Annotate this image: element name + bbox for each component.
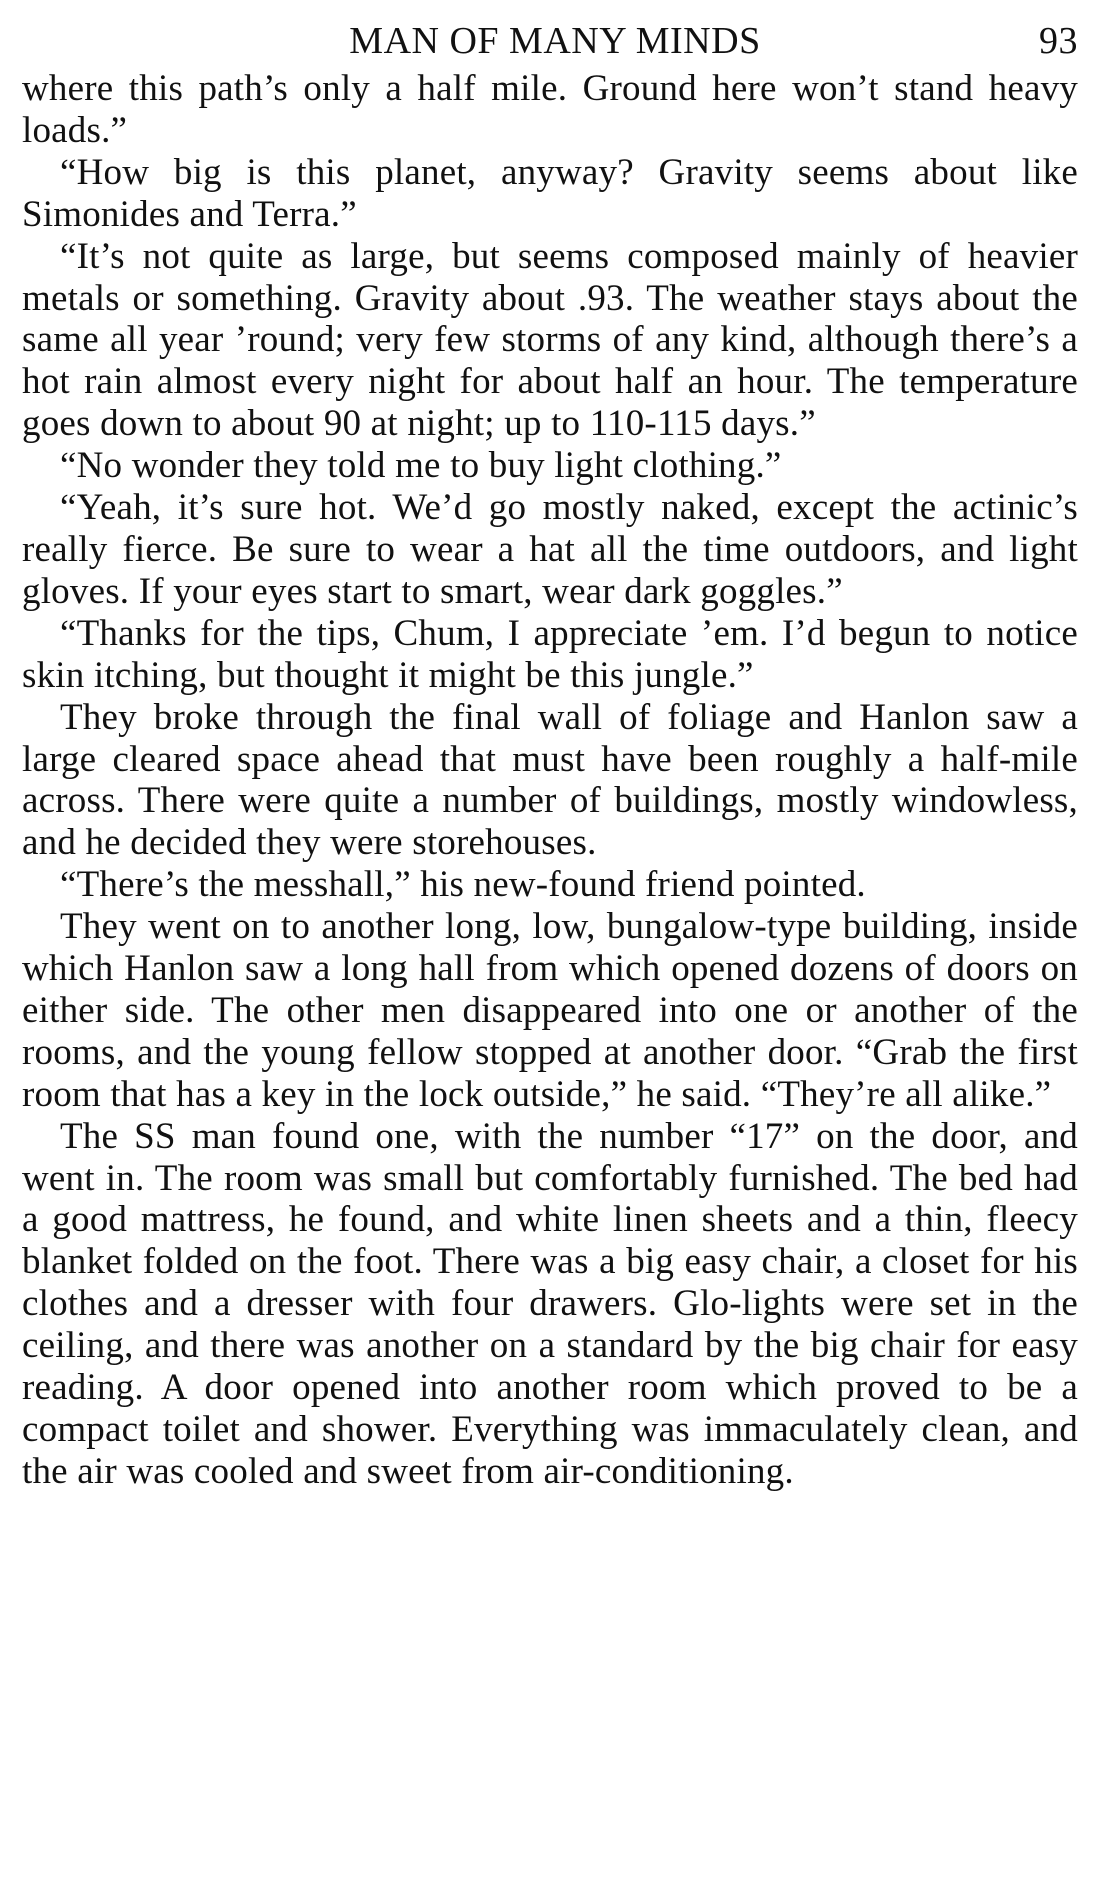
body-text: [22, 68, 1078, 1493]
page-number: 93: [1039, 20, 1078, 62]
paragraph: “Thanks for the tips, Chum, I appreciate ’em. I’d begun to notice skin itching, but thought it might be this jungle.”: [22, 612, 1078, 696]
book-page: [22, 14, 1078, 1493]
paragraph: They broke through the final wall of foliage and Hanlon saw a large cleared space ahead that must have been roughly a half-mile across. There were quite a number of buildings, mostly windowless, and he decided they were storehouses.: [22, 696, 1078, 864]
paragraph: “There’s the messhall,” his new-found friend pointed.: [60, 864, 866, 906]
paragraph: “How big is this planet, anyway? Gravity seems about like Simonides and Terra.”: [22, 151, 1078, 235]
paragraph: The SS man found one, with the number “17” on the door, and went in. The room was small but comfortably furnished. The bed had a good mattress, he found, and white linen sheets and a thin, fleecy blanket folded on the foot. There was a big easy chair, a closet for his clothes and a dresser with four drawers. Glo-lights were set in the ceiling, and there was another on a standard by the big chair for easy reading. A door opened into another room which proved to be a compact toilet and shower. Everything was immaculately clean, and the air was cooled and sweet from air-conditioning.: [22, 1115, 1078, 1492]
paragraph: They went on to another long, low, bungalow-type building, inside which Hanlon saw a long hall from which opened dozens of doors on either side. The other men disappeared into one or another of the rooms, and the young fellow stopped at another door. “Grab the first room that has a key in the lock outside,” he said. “They’re all alike.”: [22, 906, 1078, 1115]
paragraph: where this path’s only a half mile. Ground here won’t stand heavy loads.”: [22, 68, 1078, 151]
paragraph: “It’s not quite as large, but seems composed mainly of heavier metals or something. Gravity about .93. The weather stays about the same all year ’round; very few storms of any kind, although there’s a hot rain almost every night for about half an hour. The temperature goes down to about 90 at night; up to 110-115 days.”: [22, 235, 1078, 445]
paragraph: “No wonder they told me to buy light clothing.”: [60, 445, 782, 487]
running-head: [22, 14, 1078, 68]
chapter-title: MAN OF MANY MINDS: [349, 20, 761, 62]
paragraph: “Yeah, it’s sure hot. We’d go mostly naked, except the actinic’s really fierce. Be sure to wear a hat all the time outdoors, and light gloves. If your eyes start to smart, wear dark goggles.”: [22, 487, 1078, 612]
